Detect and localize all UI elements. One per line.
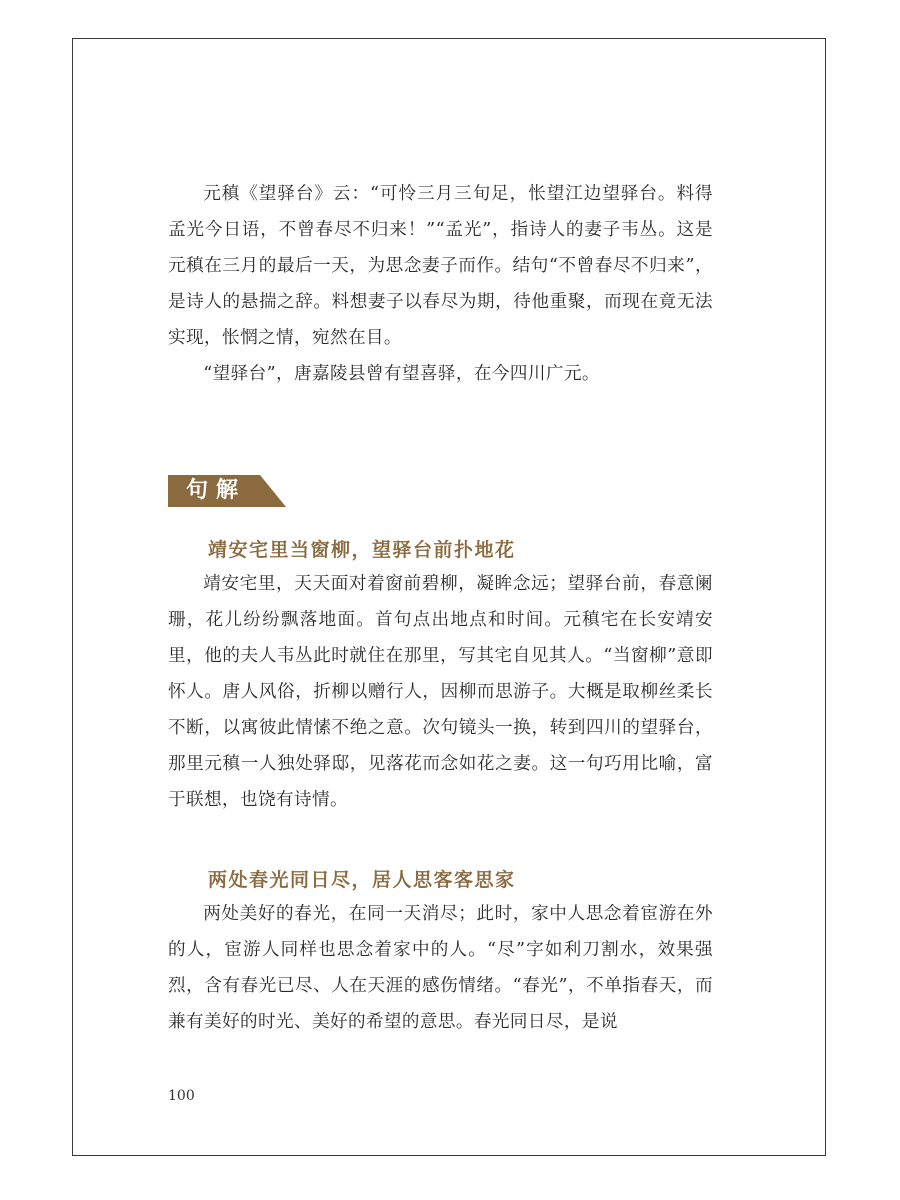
verse-explanation-1: 靖安宅里，天天面对着窗前碧柳，凝眸念远；望驿台前，春意阑珊，花儿纷纷飘落地面。首句点出地点和时间。元稹宅在长安靖安里，他的夫人韦丛此时就住在那里，写其宅自见其人。“当窗柳”意即怀人。唐人风俗，折柳以赠行人，因柳而思游子。大概是取柳丝柔长不断，以寓彼此情愫不绝之意。次句镜头一换，转到四川的望驿台，那里元稹一人独处驿邸，见落花而念如花之妻。这一句巧用比喻，富于联想，也饶有诗情。	[168, 574, 713, 810]
verse-explanation-2: 两处美好的春光，在同一天消尽；此时，家中人思念着宦游在外的人，宦游人同样也思念着家中的人。“尽”字如利刀割水，效果强烈，含有春光已尽、人在天涯的感伤情绪。“春光”，不单指春天，而兼有美好的时光、美好的希望的意思。春光同日尽，是说	[168, 904, 713, 1032]
page-number: 100	[168, 1088, 195, 1104]
verse-heading-1: 靖安宅里当窗柳，望驿台前扑地花	[208, 539, 516, 561]
section-title: 句解	[186, 478, 247, 503]
section-header	[168, 475, 286, 507]
intro-paragraph: 元稹《望驿台》云：“可怜三月三旬足，怅望江边望驿台。料得孟光今日语，不曾春尽不归来！”“孟光”，指诗人的妻子韦丛。这是元稹在三月的最后一天，为思念妻子而作。结句“不曾春尽不归来”，是诗人的悬揣之辞。料想妻子以春尽为期，待他重聚，而现在竟无法实现，怅惘之情，宛然在目。	[168, 184, 713, 348]
verse-heading-2: 两处春光同日尽，居人思客客思家	[208, 869, 516, 891]
note-paragraph: “望驿台”，唐嘉陵县曾有望喜驿，在今四川广元。	[203, 364, 600, 384]
